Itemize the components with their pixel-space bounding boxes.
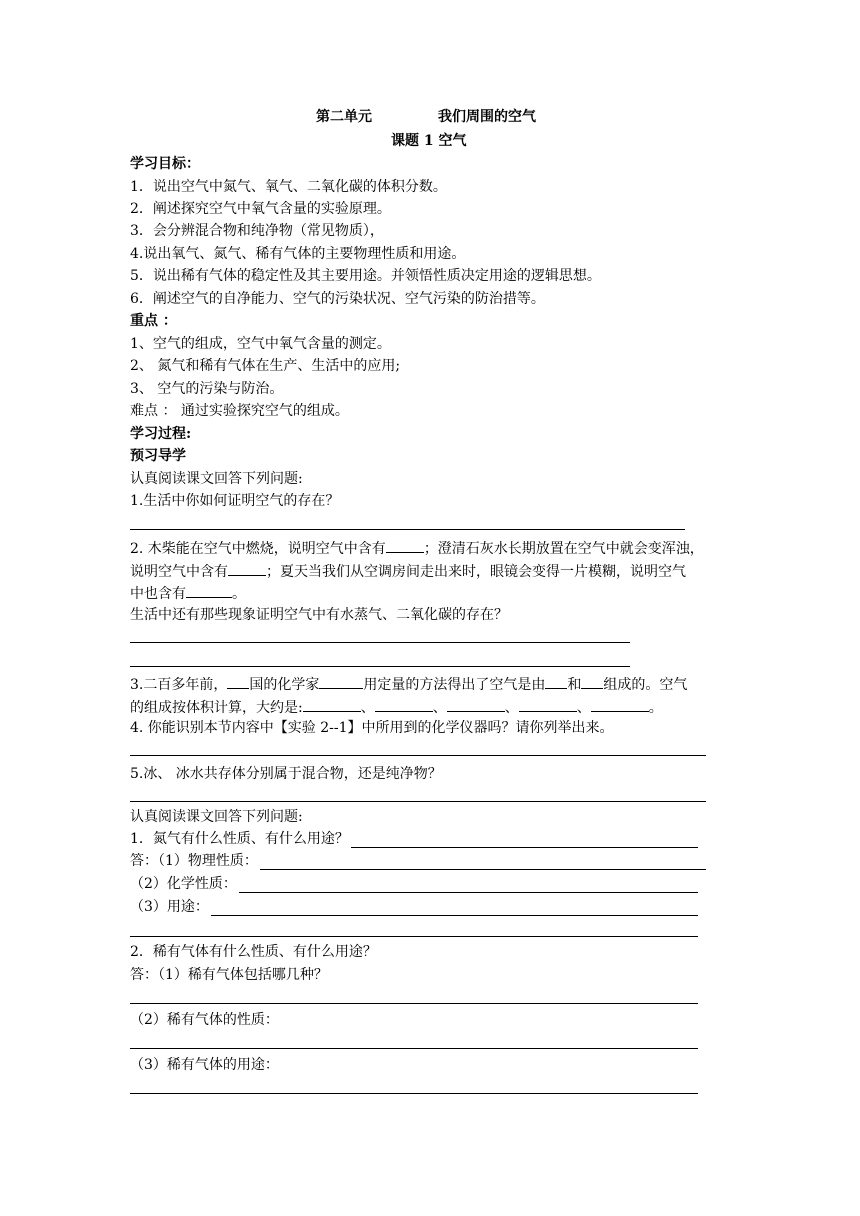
fill-blank[interactable] <box>375 697 433 712</box>
q2-text: 中也含有 <box>130 586 186 602</box>
q3-separator: 、 <box>504 700 519 716</box>
objective-item: 2．阐述探究空气中氧气含量的实验原理。 <box>130 201 391 217</box>
unit-title: 我们周围的空气 <box>438 109 536 125</box>
noble-gas-props: （2）稀有气体的性质： <box>130 1012 279 1028</box>
q3-separator: 、 <box>432 700 447 716</box>
q3-text: 3.二百多年前， <box>130 677 228 693</box>
nitrogen-chemical-row <box>130 875 698 893</box>
question-3-line-1 <box>130 674 687 694</box>
fill-blank[interactable] <box>227 674 249 689</box>
fill-blank[interactable] <box>447 697 505 712</box>
answer-line[interactable] <box>351 833 698 848</box>
fill-blank[interactable] <box>581 674 603 689</box>
question-2-line-1 <box>130 538 704 558</box>
objective-item: 4.说出氧气、氮气、稀有气体的主要物理性质和用途。 <box>130 246 466 262</box>
q2-text: ；夏天当我们从空调房间走出来时，眼镜会变得一片模糊，说明空气 <box>266 564 686 580</box>
nitrogen-physical-row <box>130 852 706 870</box>
lesson-title: 课题 1 空气 <box>391 133 467 149</box>
answer-line[interactable] <box>211 901 698 916</box>
answer-line[interactable] <box>130 1003 698 1004</box>
nitrogen-use-row <box>130 898 698 916</box>
answer-line[interactable] <box>130 666 630 667</box>
q2-text: ；澄清石灰水长期放置在空气中就会变浑浊， <box>423 541 704 557</box>
instruction-text-2: 认真阅读课文回答下列问题: <box>130 809 303 825</box>
answer-line[interactable] <box>130 1093 698 1094</box>
q3-text: 的组成按体积计算，大约是: <box>130 700 303 716</box>
fill-blank[interactable] <box>386 538 424 553</box>
nitrogen-use-label: （3）用途： <box>130 899 209 915</box>
answer-line[interactable] <box>130 755 706 756</box>
question-3-line-2 <box>130 697 663 717</box>
fill-blank[interactable] <box>545 674 567 689</box>
fill-blank[interactable] <box>186 583 232 598</box>
objective-item: 5．说出稀有气体的稳定性及其主要用途。并领悟性质决定用途的逻辑思想。 <box>130 268 601 284</box>
answer-line[interactable] <box>130 529 685 530</box>
objective-item: 3．会分辨混合物和纯净物（常见物质）， <box>130 223 384 239</box>
nitrogen-question <box>130 830 698 848</box>
q3-separator: 、 <box>360 700 375 716</box>
noble-gas-kinds: 答：（1）稀有气体包括哪几种？ <box>130 967 328 983</box>
fill-blank[interactable] <box>303 697 361 712</box>
q3-end: 。 <box>648 700 663 716</box>
fill-blank[interactable] <box>319 674 363 689</box>
process-heading: 学习过程: <box>130 426 192 442</box>
instruction-text: 认真阅读课文回答下列问题: <box>130 471 303 487</box>
question-5: 5.冰、 冰水共存体分别属于混合物，还是纯净物？ <box>130 766 442 782</box>
fill-blank[interactable] <box>519 697 577 712</box>
key-point-item: 1、空气的组成，空气中氧气含量的测定。 <box>130 336 391 352</box>
objectives-heading: 学习目标： <box>130 156 200 172</box>
nitrogen-physical-label: 答：（1）物理性质： <box>130 853 258 869</box>
key-points-heading: 重点 ： <box>130 313 177 329</box>
q3-text: 和 <box>567 677 582 693</box>
unit-label: 第二单元 <box>316 109 372 125</box>
question-2-line-2 <box>130 561 686 581</box>
question-2-line-3 <box>130 583 246 603</box>
answer-line[interactable] <box>130 801 706 802</box>
fill-blank[interactable] <box>591 697 649 712</box>
q2-text: 说明空气中含有 <box>130 564 228 580</box>
q2-text: 。 <box>232 586 246 602</box>
fill-blank[interactable] <box>228 561 266 576</box>
key-point-item: 2、 氮气和稀有气体在生产、生活中的应用; <box>130 358 401 374</box>
q3-separator: 、 <box>576 700 591 716</box>
objective-item: 6．阐述空气的自净能力、空气的污染状况、空气污染的防治措等。 <box>130 291 545 307</box>
answer-line[interactable] <box>130 642 630 643</box>
answer-line[interactable] <box>130 936 698 937</box>
question-2-extra: 生活中还有那些现象证明空气中有水蒸气、二氧化碳的存在？ <box>130 607 508 623</box>
q3-text: 用定量的方法得出了空气是由 <box>363 677 546 693</box>
preview-heading: 预习导学 <box>130 448 186 464</box>
noble-gas-uses: （3）稀有气体的用途： <box>130 1057 279 1073</box>
q3-text: 组成的。空气 <box>603 677 688 693</box>
nitrogen-question-text: 1．氮气有什么性质、有什么用途？ <box>130 831 349 847</box>
key-point-item: 3、 空气的污染与防治。 <box>130 381 284 397</box>
answer-line[interactable] <box>130 1048 698 1049</box>
question-4: 4. 你能识别本节内容中【实验 2--1】中所用到的化学仪器吗？请你列举出来。 <box>130 720 614 736</box>
answer-line[interactable] <box>239 878 698 893</box>
objective-item: 1．说出空气中氮气、氧气、二氧化碳的体积分数。 <box>130 179 447 195</box>
q3-text: 国的化学家 <box>249 677 320 693</box>
nitrogen-chemical-label: （2）化学性质： <box>130 876 237 892</box>
q2-text: 2. 木柴能在空气中燃烧，说明空气中含有 <box>130 541 386 557</box>
difficulty-text: 难点 ： 通过实验探究空气的组成。 <box>130 403 349 419</box>
question-1: 1.生活中你如何证明空气的存在？ <box>130 493 340 509</box>
answer-line[interactable] <box>260 855 706 870</box>
noble-gas-question: 2．稀有气体有什么性质、有什么用途？ <box>130 944 377 960</box>
